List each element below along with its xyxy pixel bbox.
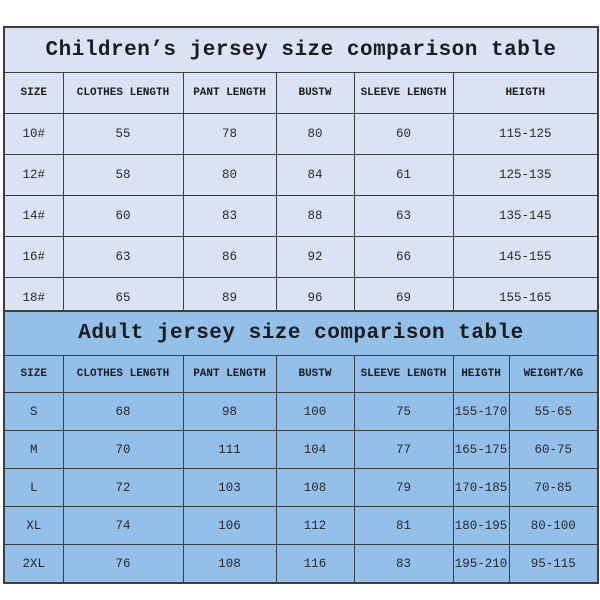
column-header: CLOTHES LENGTH xyxy=(63,356,183,393)
column-header: SLEEVE LENGTH xyxy=(354,356,453,393)
measurement-cell: 145-155 xyxy=(453,237,598,278)
measurement-cell: 195-210 xyxy=(453,545,509,584)
measurement-cell: 95-115 xyxy=(509,545,598,584)
measurement-cell: 96 xyxy=(276,278,354,320)
children-table-body xyxy=(4,114,598,320)
measurement-cell: 89 xyxy=(183,278,276,320)
measurement-cell: 92 xyxy=(276,237,354,278)
column-header: HEIGTH xyxy=(453,356,509,393)
measurement-cell: 74 xyxy=(63,507,183,545)
column-header: CLOTHES LENGTH xyxy=(63,73,183,114)
measurement-cell: 65 xyxy=(63,278,183,320)
measurement-cell: 108 xyxy=(183,545,276,584)
column-header: BUSTW xyxy=(276,356,354,393)
adult-header-row xyxy=(4,356,598,393)
column-header: BUSTW xyxy=(276,73,354,114)
size-label-cell: S xyxy=(4,393,63,431)
measurement-cell: 170-185 xyxy=(453,469,509,507)
measurement-cell: 68 xyxy=(63,393,183,431)
measurement-cell: 79 xyxy=(354,469,453,507)
measurement-cell: 66 xyxy=(354,237,453,278)
measurement-cell: 88 xyxy=(276,196,354,237)
table-row xyxy=(4,237,598,278)
measurement-cell: 58 xyxy=(63,155,183,196)
measurement-cell: 55-65 xyxy=(509,393,598,431)
measurement-cell: 83 xyxy=(354,545,453,584)
measurement-cell: 75 xyxy=(354,393,453,431)
size-label-cell: L xyxy=(4,469,63,507)
measurement-cell: 116 xyxy=(276,545,354,584)
table-row xyxy=(4,114,598,155)
table-row xyxy=(4,155,598,196)
measurement-cell: 180-195 xyxy=(453,507,509,545)
measurement-cell: 69 xyxy=(354,278,453,320)
measurement-cell: 108 xyxy=(276,469,354,507)
measurement-cell: 70-85 xyxy=(509,469,598,507)
adult-title-row xyxy=(4,311,598,356)
children-header-row xyxy=(4,73,598,114)
measurement-cell: 103 xyxy=(183,469,276,507)
measurement-cell: 100 xyxy=(276,393,354,431)
adult-table-body xyxy=(4,393,598,584)
measurement-cell: 86 xyxy=(183,237,276,278)
measurement-cell: 55 xyxy=(63,114,183,155)
measurement-cell: 61 xyxy=(354,155,453,196)
size-label-cell: M xyxy=(4,431,63,469)
size-label-cell: 18# xyxy=(4,278,63,320)
measurement-cell: 84 xyxy=(276,155,354,196)
measurement-cell: 112 xyxy=(276,507,354,545)
measurement-cell: 80-100 xyxy=(509,507,598,545)
measurement-cell: 80 xyxy=(183,155,276,196)
measurement-cell: 106 xyxy=(183,507,276,545)
adult-size-table xyxy=(3,310,599,584)
size-label-cell: XL xyxy=(4,507,63,545)
measurement-cell: 155-165 xyxy=(453,278,598,320)
size-label-cell: 10# xyxy=(4,114,63,155)
measurement-cell: 115-125 xyxy=(453,114,598,155)
table-row xyxy=(4,469,598,507)
table-row xyxy=(4,393,598,431)
measurement-cell: 125-135 xyxy=(453,155,598,196)
column-header: SIZE xyxy=(4,356,63,393)
table-row xyxy=(4,431,598,469)
measurement-cell: 60-75 xyxy=(509,431,598,469)
column-header: PANT LENGTH xyxy=(183,73,276,114)
column-header: SIZE xyxy=(4,73,63,114)
table-row xyxy=(4,507,598,545)
column-header: PANT LENGTH xyxy=(183,356,276,393)
measurement-cell: 83 xyxy=(183,196,276,237)
measurement-cell: 63 xyxy=(63,237,183,278)
measurement-cell: 111 xyxy=(183,431,276,469)
measurement-cell: 81 xyxy=(354,507,453,545)
measurement-cell: 165-175 xyxy=(453,431,509,469)
size-label-cell: 2XL xyxy=(4,545,63,584)
measurement-cell: 80 xyxy=(276,114,354,155)
size-label-cell: 12# xyxy=(4,155,63,196)
measurement-cell: 104 xyxy=(276,431,354,469)
table-row xyxy=(4,196,598,237)
measurement-cell: 76 xyxy=(63,545,183,584)
column-header: SLEEVE LENGTH xyxy=(354,73,453,114)
table-row xyxy=(4,545,598,584)
measurement-cell: 60 xyxy=(354,114,453,155)
measurement-cell: 77 xyxy=(354,431,453,469)
children-table-title: Children’s jersey size comparison table xyxy=(4,27,598,73)
measurement-cell: 155-170 xyxy=(453,393,509,431)
column-header: HEIGTH xyxy=(453,73,598,114)
measurement-cell: 63 xyxy=(354,196,453,237)
column-header: WEIGHT/KG xyxy=(509,356,598,393)
measurement-cell: 98 xyxy=(183,393,276,431)
adult-table-title: Adult jersey size comparison table xyxy=(4,311,598,356)
children-title-row xyxy=(4,27,598,73)
measurement-cell: 70 xyxy=(63,431,183,469)
measurement-cell: 72 xyxy=(63,469,183,507)
measurement-cell: 60 xyxy=(63,196,183,237)
size-label-cell: 16# xyxy=(4,237,63,278)
measurement-cell: 135-145 xyxy=(453,196,598,237)
children-size-table xyxy=(3,26,599,320)
size-label-cell: 14# xyxy=(4,196,63,237)
measurement-cell: 78 xyxy=(183,114,276,155)
